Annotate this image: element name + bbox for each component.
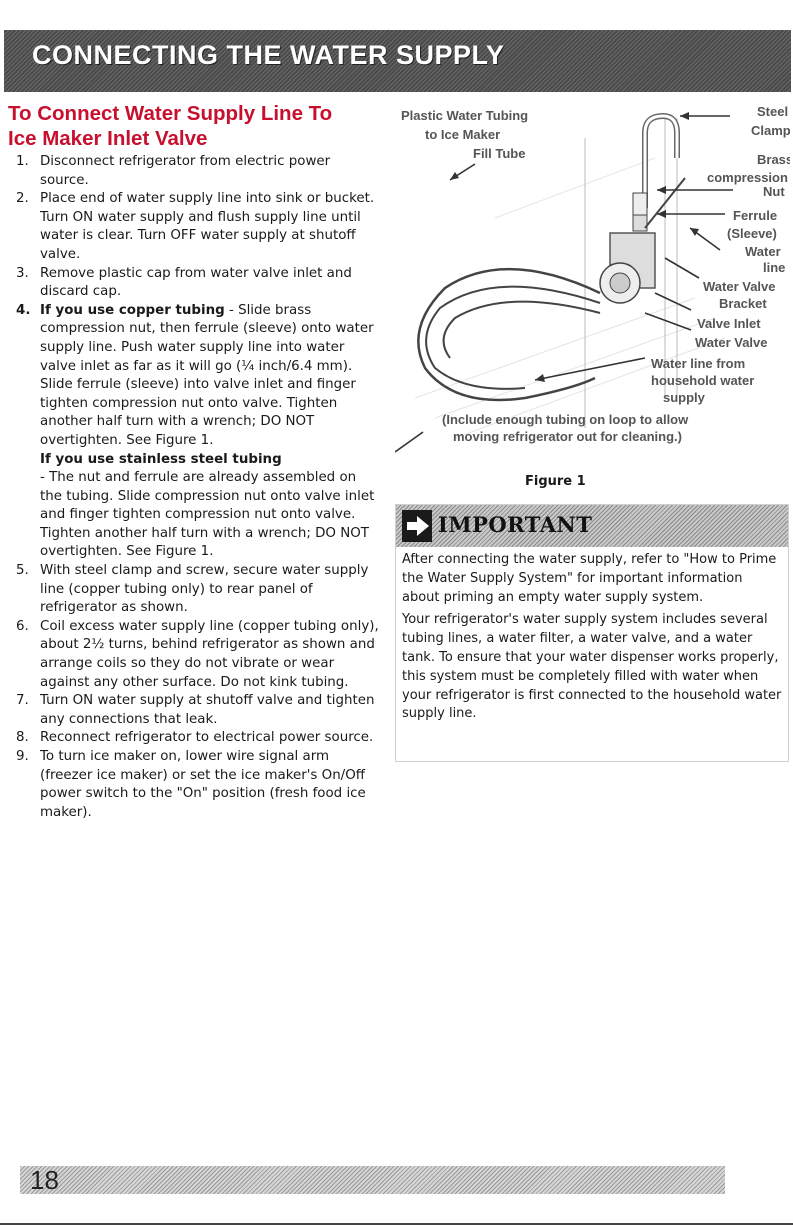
- label-steel-clamp-1: Steel: [757, 104, 789, 119]
- step-text: Disconnect refrigerator from electric power source.: [40, 154, 331, 188]
- label-bracket-1: Water Valve: [703, 279, 776, 294]
- step-item: [8, 692, 380, 729]
- step-text: Reconnect refrigerator to electrical power source.: [40, 730, 374, 746]
- step-number: 1.: [16, 154, 29, 169]
- label-valve-inlet: Valve Inlet: [697, 316, 761, 331]
- arrow-right-icon: [402, 510, 432, 542]
- step-text: Turn ON water supply at shutoff valve and tighten any connections that leak.: [40, 693, 375, 727]
- important-title: IMPORTANT: [438, 512, 593, 537]
- step-text: To turn ice maker on, lower wire signal arm (freezer ice maker) or set the ice maker's On/Off power switch to the "On" position (fresh food ice maker).: [40, 749, 366, 820]
- step-text: Coil excess water supply line (copper tubing only), about 2½ turns, behind refrigerator as shown and arrange coils so they do not vibrate or wear against any other surface. Do not kink tubing.: [40, 618, 379, 690]
- label-ferrule-1: Ferrule: [733, 208, 778, 223]
- label-brass-nut-3: Nut: [763, 184, 785, 199]
- figure-1: [395, 98, 790, 498]
- label-household-1: Water line from: [651, 356, 746, 371]
- important-paragraph: Your refrigerator's water supply system includes several tubing lines, a water filter, a water valve, and a water tank. To ensure that your water dispenser works properly, this system must be completely filled with water when your refrigerator is first connected to the household water supply line.: [402, 612, 782, 722]
- label-plastic-tubing-3: Fill Tube: [473, 146, 526, 161]
- label-household-2: household water: [651, 373, 755, 388]
- step-item: [8, 265, 380, 302]
- page-number: 18: [30, 1165, 59, 1195]
- step-number: 2.: [16, 191, 29, 207]
- copper-paragraph: [40, 302, 380, 451]
- step-item: [8, 562, 380, 618]
- step-item: [8, 748, 380, 822]
- section-heading-line: To Connect Water Supply Line To: [8, 102, 333, 125]
- copper-text: - Slide brass compression nut, then ferrule (sleeve) onto water supply line. Push water supply line into water valve inlet as far as it will go (¼ inch/6.4 mm). Slide ferrule (sleeve) into valve inlet and finger tighten compression nut onto valve. Tighten another half turn with a wrench; DO NOT overtighten. See Figure 1.: [40, 302, 374, 448]
- step-number: 4.: [16, 302, 31, 318]
- step-number: 5.: [16, 563, 29, 579]
- step-item: [8, 153, 380, 190]
- instructions-column: [8, 101, 380, 822]
- step-text: Place end of water supply line into sink or bucket. Turn ON water supply and flush supply line until water is clear. Turn OFF water supply at shutoff valve.: [40, 191, 375, 262]
- figure-caption: Figure 1: [525, 474, 586, 489]
- step-item: [8, 190, 380, 264]
- label-water-valve: Water Valve: [695, 335, 768, 350]
- label-loop-note-1: (Include enough tubing on loop to allow: [442, 412, 689, 427]
- important-body: [396, 547, 788, 724]
- label-brass-nut-2: compression: [707, 170, 788, 185]
- water-valve-diagram: [395, 98, 790, 473]
- label-brass-nut-1: Brass: [757, 152, 790, 167]
- section-heading-line: Ice Maker Inlet Valve: [8, 127, 208, 150]
- label-household-3: supply: [663, 390, 705, 405]
- label-steel-clamp-2: Clamp: [751, 123, 790, 138]
- section-banner: [4, 30, 791, 92]
- copper-heading: If you use copper tubing: [40, 302, 225, 318]
- section-heading: [8, 101, 380, 151]
- label-ferrule-2: (Sleeve): [727, 226, 777, 241]
- steel-heading: If you use stainless steel tubing: [40, 451, 282, 467]
- step-number: 6.: [16, 618, 29, 634]
- label-plastic-tubing-2: to Ice Maker: [425, 127, 501, 142]
- important-box: [395, 504, 789, 762]
- label-water-line-2: line: [763, 260, 786, 275]
- step-text: With steel clamp and screw, secure water supply line (copper tubing only) to rear panel of refrigerator as shown.: [40, 563, 369, 616]
- step-item: [8, 729, 380, 748]
- step-number: 3.: [16, 265, 29, 281]
- label-plastic-tubing-1: Plastic Water Tubing: [401, 108, 529, 123]
- footer-bar: [20, 1166, 725, 1194]
- steel-text: - The nut and ferrule are already assembled on the tubing. Slide compression nut onto valve inlet and finger tighten compression nut onto valve. Tighten another half turn with a wrench; DO NOT overtighten. See Figure 1.: [40, 470, 375, 560]
- important-header: [396, 505, 788, 547]
- step-number: 9.: [16, 749, 29, 764]
- banner-title: CONNECTING THE WATER SUPPLY: [32, 40, 505, 70]
- steps-list: [8, 153, 380, 822]
- step-item: [8, 618, 380, 692]
- step-number: 7.: [16, 693, 29, 709]
- important-paragraph: After connecting the water supply, refer to "How to Prime the Water Supply System" for important information about priming an empty water supply system.: [402, 552, 777, 605]
- step-number: 8.: [16, 730, 29, 746]
- label-bracket-2: Bracket: [719, 296, 767, 311]
- label-water-line-1: Water: [745, 244, 781, 259]
- step-text: Remove plastic cap from water valve inlet and discard cap.: [40, 265, 352, 300]
- label-loop-note-2: moving refrigerator out for cleaning.): [453, 429, 682, 444]
- step-item: [8, 302, 380, 562]
